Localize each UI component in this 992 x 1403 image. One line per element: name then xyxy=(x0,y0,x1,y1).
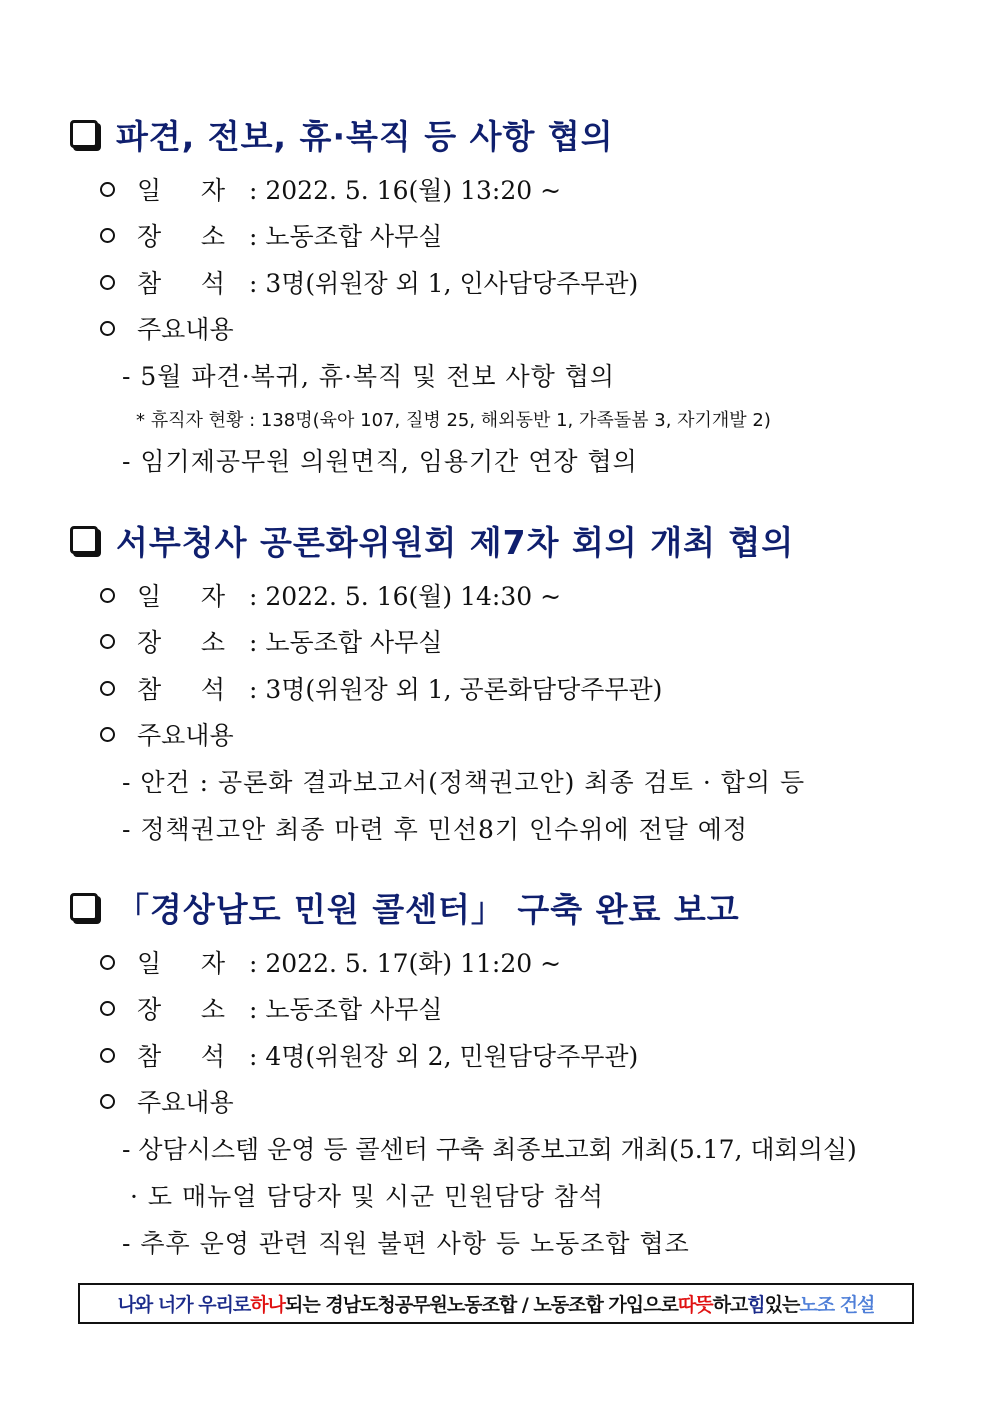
attendee-value: : 3명(위원장 외 1, 인사담당주무관) xyxy=(249,269,639,298)
date-label: 일 자 xyxy=(137,582,226,611)
circle-bullet-icon xyxy=(100,634,115,649)
circle-bullet-icon xyxy=(100,1048,115,1063)
circle-bullet-icon xyxy=(100,681,115,696)
place-value: : 노동조합 사무실 xyxy=(249,222,443,251)
place-value: : 노동조합 사무실 xyxy=(249,995,443,1024)
slogan-banner xyxy=(78,1283,914,1324)
content-item: - 정책권고안 최종 마련 후 민선8기 인수위에 전달 예정 xyxy=(122,815,749,844)
attendee-label: 참 석 xyxy=(137,1042,226,1071)
circle-bullet-icon xyxy=(100,727,115,742)
date-label: 일 자 xyxy=(137,949,226,978)
slogan-text: 되는 경남도청공무원노동조합 / 노동조합 가입으로 xyxy=(285,1294,678,1316)
section-title xyxy=(70,112,614,156)
circle-bullet-icon xyxy=(100,182,115,197)
attendee-row xyxy=(100,264,638,300)
content-item: · 도 매뉴얼 담당자 및 시군 민원담당 참석 xyxy=(130,1182,604,1211)
content-label: 주요내용 xyxy=(137,1088,234,1117)
content-row xyxy=(100,310,234,346)
attendee-label: 참 석 xyxy=(137,269,226,298)
place-label: 장 소 xyxy=(137,222,226,251)
slogan-text-highlight: 하나 xyxy=(250,1294,286,1316)
date-row xyxy=(100,944,561,980)
place-row xyxy=(100,623,442,659)
attendee-label: 참 석 xyxy=(137,675,226,704)
slogan-text-highlight: 따뜻 xyxy=(677,1294,713,1316)
attendee-value: : 4명(위원장 외 2, 민원담당주무관) xyxy=(249,1042,639,1071)
date-value: : 2022. 5. 16(월) 14:30 ~ xyxy=(249,582,562,611)
section-title xyxy=(70,518,794,562)
place-value: : 노동조합 사무실 xyxy=(249,628,443,657)
date-row xyxy=(100,577,561,613)
attendee-value: : 3명(위원장 외 1, 공론화담당주무관) xyxy=(249,675,663,704)
place-row xyxy=(100,217,442,253)
date-label: 일 자 xyxy=(137,176,226,205)
circle-bullet-icon xyxy=(100,1001,115,1016)
content-note: * 휴직자 현황 : 138명(육아 107, 질병 25, 해외동반 1, 가족돌봄 3, 자기개발 2) xyxy=(136,410,771,431)
checkbox-icon xyxy=(70,120,98,148)
section-title-text: 파견, 전보, 휴·복직 등 사항 협의 xyxy=(116,116,614,156)
section-title xyxy=(70,885,740,929)
section-title-text: 서부청사 공론화위원회 제7차 회의 개최 협의 xyxy=(116,522,795,562)
circle-bullet-icon xyxy=(100,321,115,336)
attendee-row xyxy=(100,1037,638,1073)
slogan-text: 나와 너가 우리로 xyxy=(117,1294,251,1316)
content-label: 주요내용 xyxy=(137,315,234,344)
place-label: 장 소 xyxy=(137,995,226,1024)
checkbox-icon xyxy=(70,893,98,921)
circle-bullet-icon xyxy=(100,1094,115,1109)
checkbox-icon xyxy=(70,526,98,554)
date-row xyxy=(100,171,561,207)
attendee-row xyxy=(100,670,662,706)
circle-bullet-icon xyxy=(100,588,115,603)
date-value: : 2022. 5. 17(화) 11:20 ~ xyxy=(249,949,562,978)
content-item: - 추후 운영 관련 직원 불편 사항 등 노동조합 협조 xyxy=(122,1229,690,1258)
place-label: 장 소 xyxy=(137,628,226,657)
content-item: - 5월 파견·복귀, 휴·복직 및 전보 사항 협의 xyxy=(122,362,616,391)
slogan-text: 있는 xyxy=(764,1294,800,1316)
slogan-text-highlight: 힘 xyxy=(747,1294,765,1316)
circle-bullet-icon xyxy=(100,275,115,290)
content-item: - 상담시스템 운영 등 콜센터 구축 최종보고회 개최(5.17, 대회의실) xyxy=(122,1135,857,1164)
slogan-text-highlight: 노조 건설 xyxy=(799,1294,875,1316)
section-title-text: 「경상남도 민원 콜센터」 구축 완료 보고 xyxy=(116,889,740,929)
place-row xyxy=(100,990,442,1026)
circle-bullet-icon xyxy=(100,955,115,970)
content-item: - 임기제공무원 의원면직, 임용기간 연장 협의 xyxy=(122,447,638,476)
content-row xyxy=(100,1083,234,1119)
slogan-text: 하고 xyxy=(712,1294,748,1316)
date-value: : 2022. 5. 16(월) 13:20 ~ xyxy=(249,176,562,205)
content-label: 주요내용 xyxy=(137,721,234,750)
content-row xyxy=(100,716,234,752)
circle-bullet-icon xyxy=(100,228,115,243)
content-item: - 안건 : 공론화 결과보고서(정책권고안) 최종 검토 · 합의 등 xyxy=(122,768,806,797)
